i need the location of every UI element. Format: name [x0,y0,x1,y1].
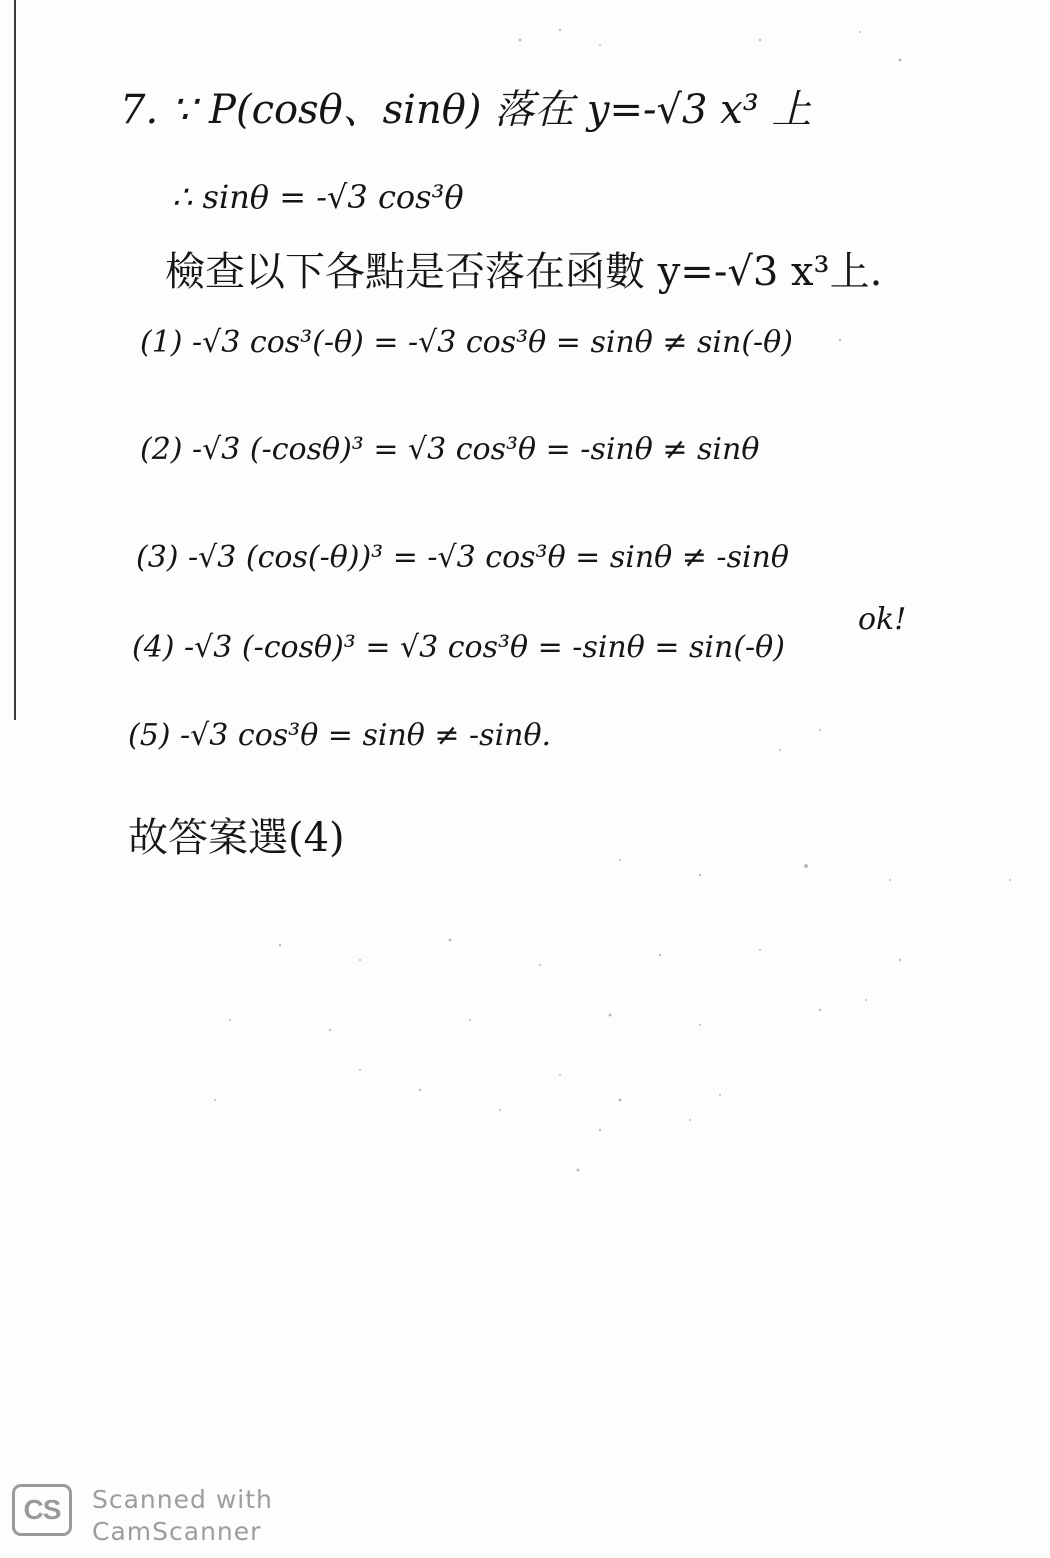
cs-logo-icon: CS [12,1484,72,1536]
check-instruction: 檢查以下各點是否落在函數 y=-√3 x³上. [165,249,883,295]
check-item-4: (4) -√3 (-cosθ)³ = √3 cos³θ = -sinθ = sin(-θ) [132,630,785,665]
camscanner-watermark [12,1484,312,1548]
therefore-statement: ∴ sinθ = -√3 cos³θ [172,178,464,216]
check-item-3: (3) -√3 (cos(-θ))³ = -√3 cos³θ = sinθ ≠ -sinθ [136,540,789,575]
check-item-5: (5) -√3 cos³θ = sinθ ≠ -sinθ. [128,718,552,753]
final-answer: 故答案選(4) [128,815,345,861]
problem-header: 7. ∵ P(cosθ、sinθ) 落在 y=-√3 x³ 上 [120,87,812,133]
watermark-line-1: Scanned with [92,1485,273,1514]
check-item-1: (1) -√3 cos³(-θ) = -√3 cos³θ = sinθ ≠ sin(-θ) [140,325,793,360]
ok-mark: ok! [858,602,907,637]
check-item-2: (2) -√3 (-cosθ)³ = √3 cos³θ = -sinθ ≠ sinθ [140,432,760,467]
watermark-text [92,1484,273,1548]
watermark-line-2: CamScanner [92,1517,262,1546]
